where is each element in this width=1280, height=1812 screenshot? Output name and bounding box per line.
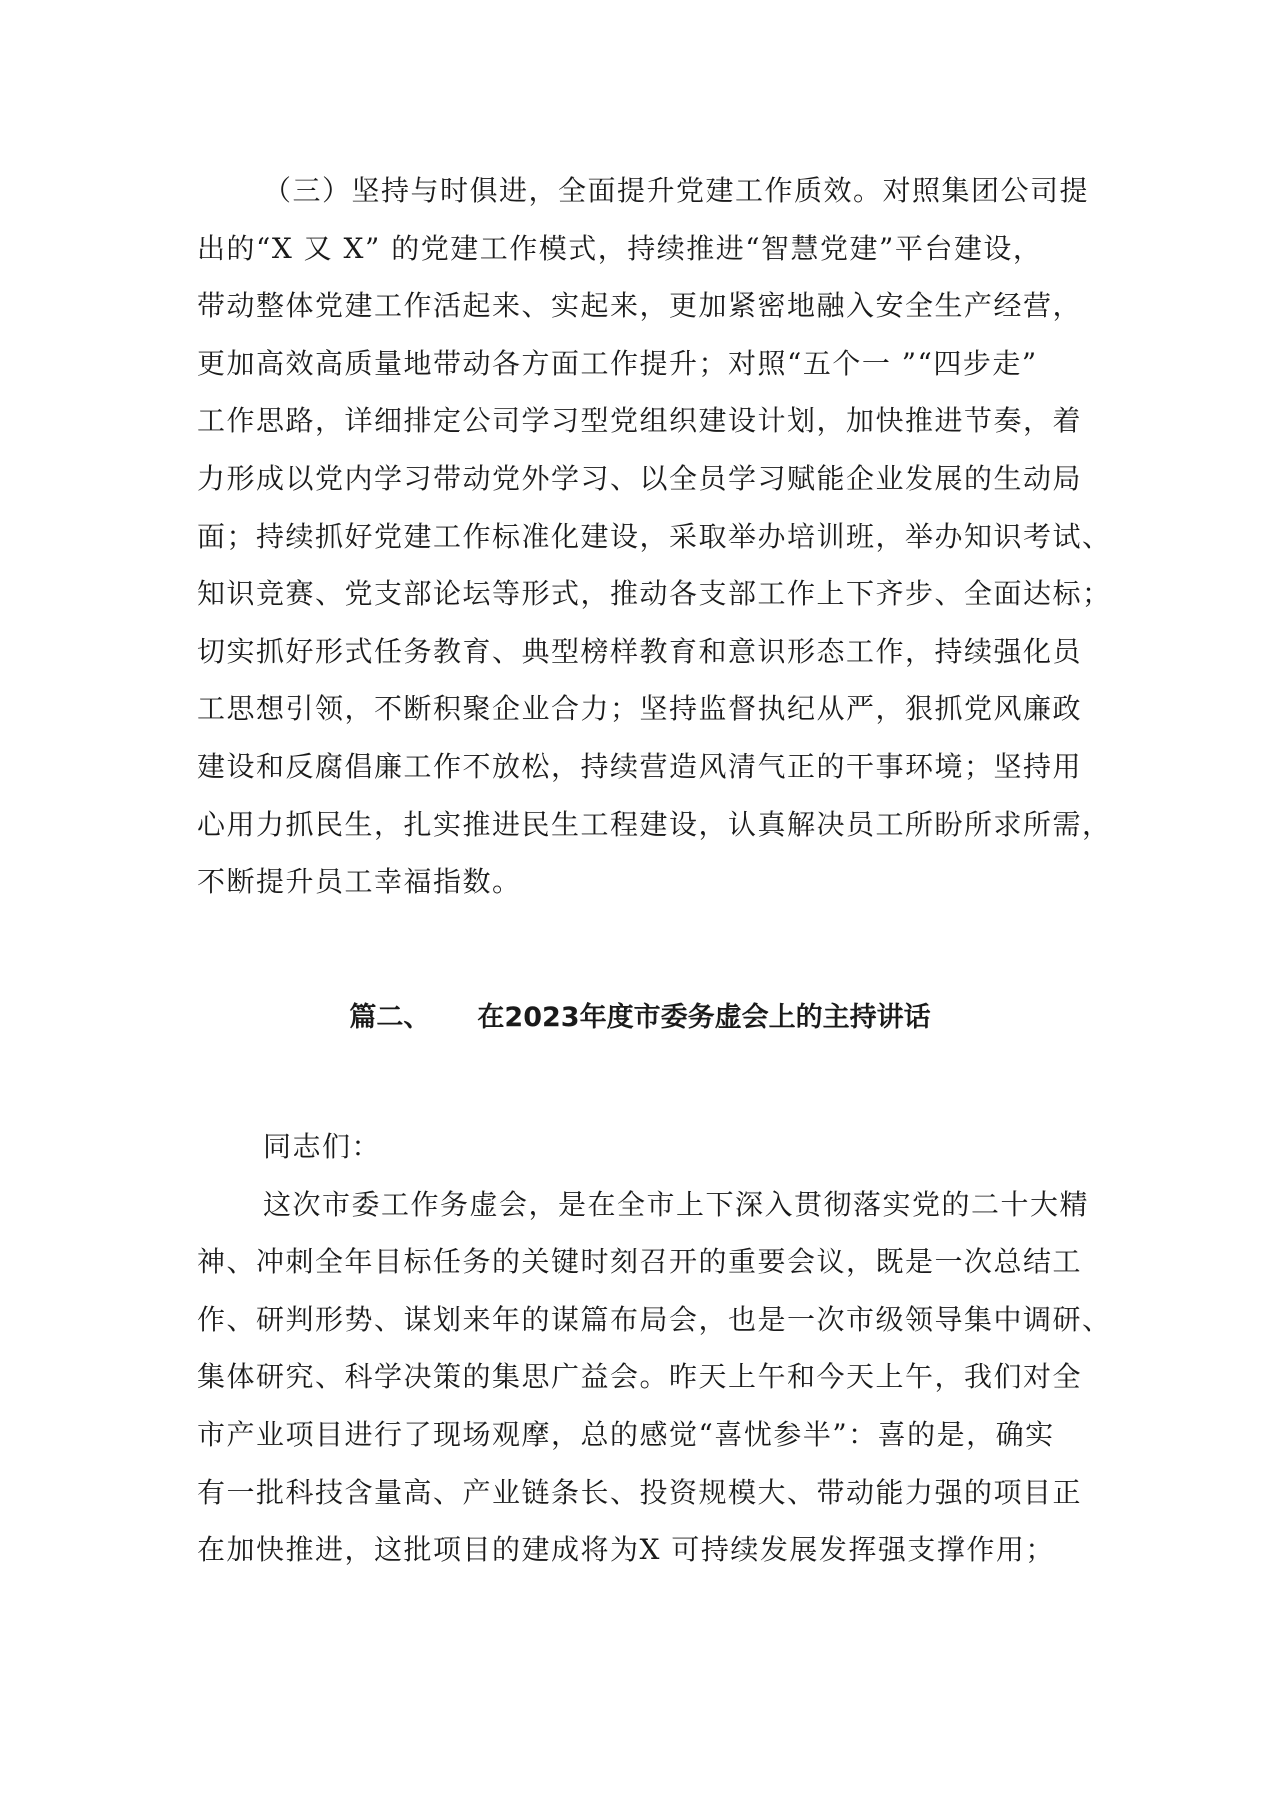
section-heading: 篇二、 在2023年度市委务虚会上的主持讲话 (349, 1002, 931, 1033)
paragraph-line: 作、研判形势、谋划来年的谋篇布局会，也是一次市级领导集中调研、 (197, 1302, 1112, 1336)
paragraph-line: 这次市委工作务虚会，是在全市上下深入贯彻落实党的二十大精 (263, 1187, 1090, 1221)
salutation: 同志们： (263, 1130, 382, 1163)
paragraph-line: 集体研究、科学决策的集思广益会。昨天上午和今天上午，我们对全 (197, 1360, 1083, 1394)
paragraph-line: 切实抓好形式任务教育、典型榜样教育和意识形态工作，持续强化员 (197, 634, 1083, 668)
paragraph-line: 建设和反腐倡廉工作不放松，持续营造风清气正的干事环境；坚持用 (197, 749, 1083, 783)
speech-body (197, 1118, 1112, 1579)
paragraph-line: 市产业项目进行了现场观摩，总的感觉“喜忧参半”：喜的是，确实 (197, 1417, 1055, 1451)
paragraph-line: 心用力抓民生，扎实推进民生工程建设，认真解决员工所盼所求所需， (197, 807, 1112, 841)
paragraph-line: 出的“X 又 X” 的党建工作模式，持续推进“智慧党建”平台建设， (197, 231, 1043, 265)
paragraph-line: 力形成以党内学习带动党外学习、以全员学习赋能企业发展的生动局 (197, 461, 1083, 495)
paragraph-line: 神、冲刺全年目标任务的关键时刻召开的重要会议，既是一次总结工 (197, 1245, 1083, 1279)
paragraph-line: （三）坚持与时俱进，全面提升党建工作质效。对照集团公司提 (263, 174, 1090, 207)
paragraph-line: 知识竞赛、党支部论坛等形式，推动各支部工作上下齐步、全面达标； (197, 577, 1112, 611)
paragraph-line: 不断提升员工幸福指数。 (197, 865, 522, 899)
paragraph-line: 有一批科技含量高、产业链条长、投资规模大、带动能力强的项目正 (197, 1475, 1083, 1509)
paragraph-line: 面；持续抓好党建工作标准化建设，采取举办培训班，举办知识考试、 (197, 519, 1112, 553)
paragraph-line: 更加高效高质量地带动各方面工作提升；对照“五个一 ”“四步走” (197, 346, 1038, 380)
party-building-paragraph (197, 162, 1112, 911)
paragraph-line: 工思想引领，不断积聚企业合力；坚持监督执纪从严，狠抓党风廉政 (197, 692, 1083, 726)
paragraph-line: 带动整体党建工作活起来、实起来，更加紧密地融入安全生产经营， (197, 289, 1083, 323)
paragraph-line: 在加快推进，这批项目的建成将为X 可持续发展发挥强支撑作用； (197, 1533, 1055, 1567)
paragraph-line: 工作思路，详细排定公司学习型党组织建设计划，加快推进节奏，着 (197, 404, 1083, 438)
